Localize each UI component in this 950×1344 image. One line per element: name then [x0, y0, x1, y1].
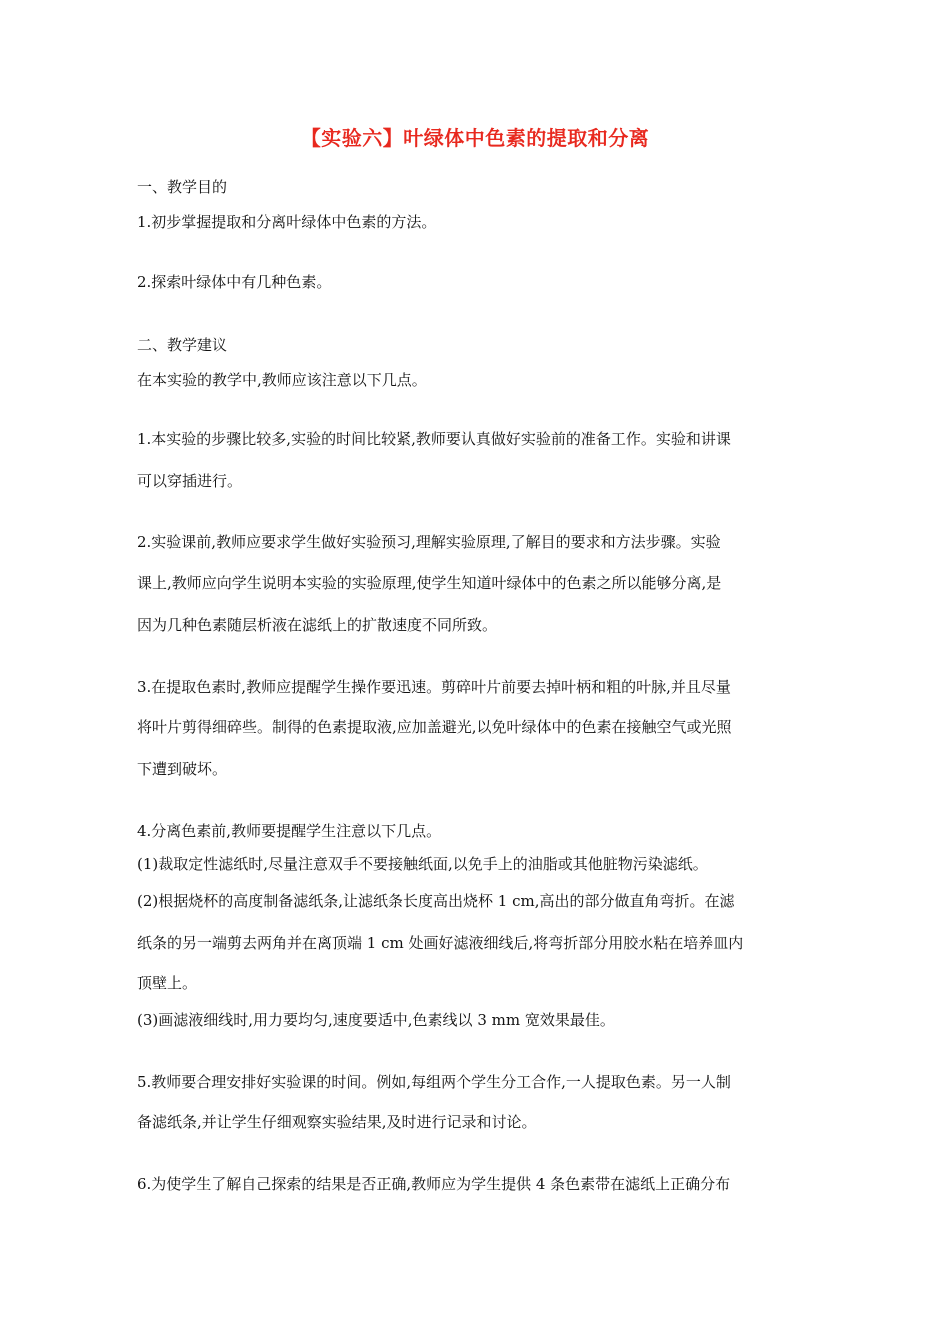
document-title: 【实验六】叶绿体中色素的提取和分离 [300, 126, 650, 150]
paragraph-line: 5.教师要合理安排好实验课的时间。例如,每组两个学生分工合作,一人提取色素。另一人制 [137, 1073, 731, 1091]
list-item-3: (3)画滤液细线时,用力要均匀,速度要适中,色素线以 3 mm 宽效果最佳。 [137, 1011, 615, 1029]
paragraph-line: 1.初步掌握提取和分离叶绿体中色素的方法。 [137, 213, 437, 231]
paragraph-line: 顶壁上。 [137, 974, 198, 992]
section-heading-objectives: 一、教学目的 [137, 178, 228, 196]
paragraph-line: 6.为使学生了解自己探索的结果是否正确,教师应为学生提供 4 条色素带在滤纸上正确分布 [137, 1175, 731, 1193]
paragraph-line: 2.探索叶绿体中有几种色素。 [137, 273, 332, 291]
paragraph-line: 在本实验的教学中,教师应该注意以下几点。 [137, 371, 427, 389]
paragraph-line: 2.实验课前,教师应要求学生做好实验预习,理解实验原理,了解目的要求和方法步骤。实验 [137, 533, 721, 551]
paragraph-line: 下遭到破坏。 [137, 760, 228, 778]
paragraph-line: 因为几种色素随层析液在滤纸上的扩散速度不同所致。 [137, 616, 498, 634]
paragraph-line: 备滤纸条,并让学生仔细观察实验结果,及时进行记录和讨论。 [137, 1113, 537, 1131]
paragraph-line: 4.分离色素前,教师要提醒学生注意以下几点。 [137, 822, 442, 840]
paragraph-line: 1.本实验的步骤比较多,实验的时间比较紧,教师要认真做好实验前的准备工作。实验和讲课 [137, 430, 731, 448]
paragraph-line: 纸条的另一端剪去两角并在离顶端 1 cm 处画好滤液细线后,将弯折部分用胶水粘在培养皿内 [137, 934, 744, 952]
list-item-1: (1)裁取定性滤纸时,尽量注意双手不要接触纸面,以免手上的油脂或其他脏物污染滤纸。 [137, 855, 708, 873]
section-heading-suggestions: 二、教学建议 [137, 336, 228, 354]
list-item-2: (2)根据烧杯的高度制备滤纸条,让滤纸条长度高出烧杯 1 cm,高出的部分做直角弯折。在滤 [137, 892, 735, 910]
paragraph-line: 可以穿插进行。 [137, 472, 243, 490]
paragraph-line: 3.在提取色素时,教师应提醒学生操作要迅速。剪碎叶片前要去掉叶柄和粗的叶脉,并且尽量 [137, 678, 731, 696]
paragraph-line: 课上,教师应向学生说明本实验的实验原理,使学生知道叶绿体中的色素之所以能够分离,是 [137, 574, 722, 592]
paragraph-line: 将叶片剪得细碎些。制得的色素提取液,应加盖避光,以免叶绿体中的色素在接触空气或光照 [137, 718, 732, 736]
